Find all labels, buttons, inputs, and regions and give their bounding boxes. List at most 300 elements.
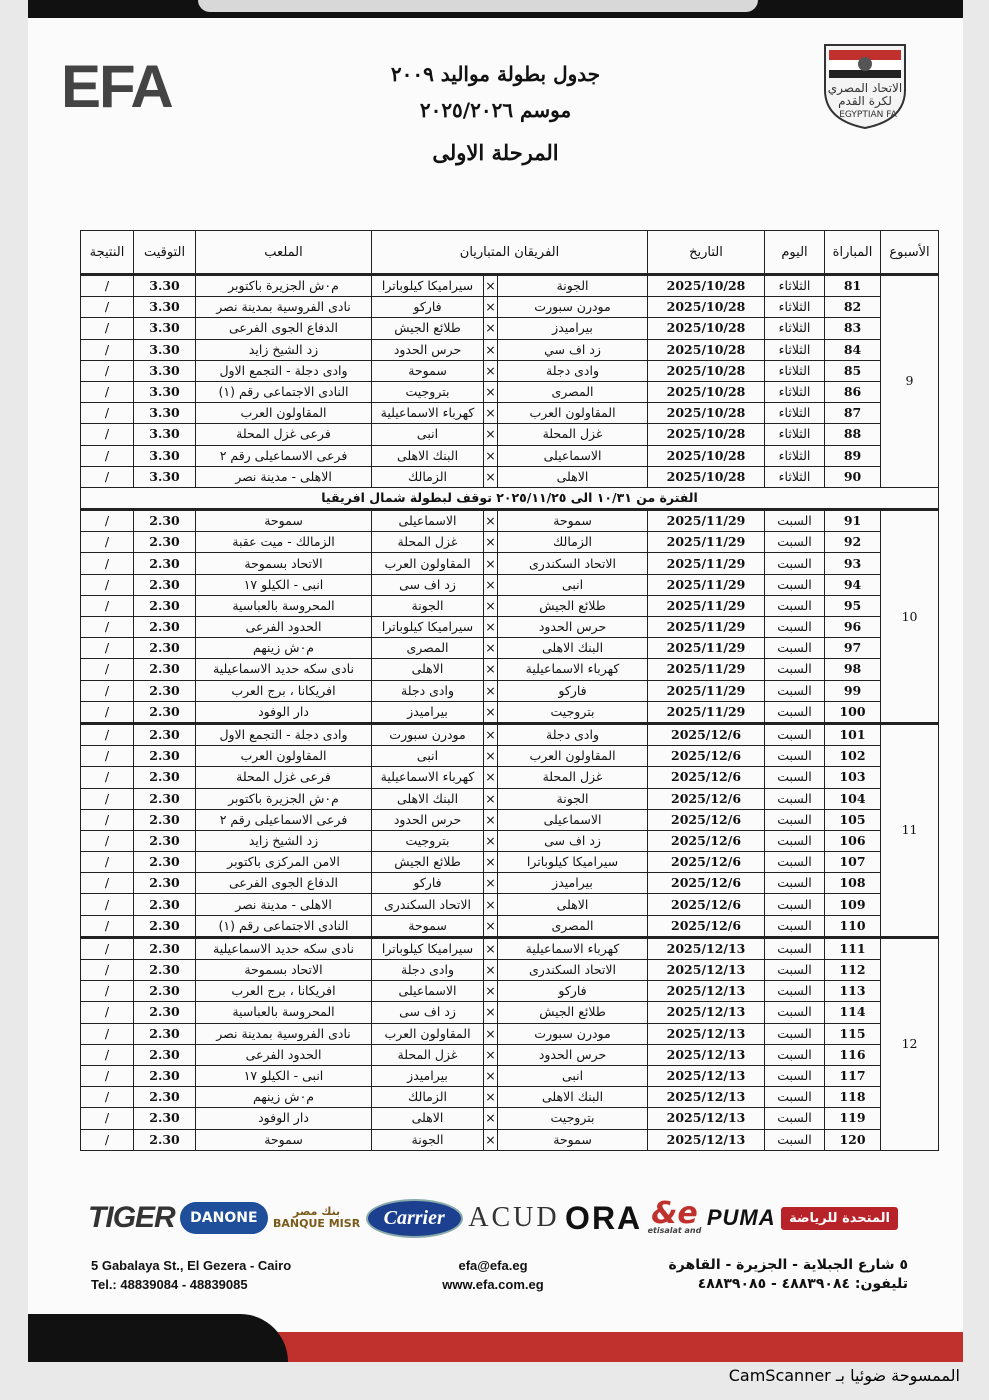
- table-row: [81, 424, 939, 445]
- versus-mark: ×: [484, 852, 498, 873]
- match-time: 2.30: [134, 1044, 196, 1065]
- match-venue: الامن المركزى باكتوبر: [196, 852, 372, 873]
- team-two: بيراميدز: [372, 701, 484, 723]
- match-date: 2025/11/29: [648, 680, 765, 701]
- match-number: 99: [825, 680, 881, 701]
- acud-logo: ACUD: [468, 1202, 560, 1233]
- ora-logo: ORA: [565, 1199, 643, 1236]
- match-day: الثلاثاء: [765, 424, 825, 445]
- match-result: /: [81, 297, 134, 318]
- schedule-table: [80, 230, 939, 1151]
- match-date: 2025/12/6: [648, 830, 765, 851]
- table-row: [81, 1087, 939, 1108]
- versus-mark: ×: [484, 981, 498, 1002]
- match-venue: المحروسة بالعباسية: [196, 1002, 372, 1023]
- document-page: [28, 0, 963, 1362]
- carrier-logo: Carrier: [366, 1199, 463, 1238]
- team-one: زد اف سي: [498, 339, 648, 360]
- match-venue: وادى دجلة - التجمع الاول: [196, 360, 372, 381]
- break-note: الفترة من ١٠/٣١ الى ٢٠٢٥/١١/٢٥ توقف لبطولة شمال افريقيا: [81, 487, 939, 509]
- team-one: الزمالك: [498, 532, 648, 553]
- team-one: زد اف سى: [498, 830, 648, 851]
- table-row: [81, 403, 939, 424]
- team-two: فاركو: [372, 873, 484, 894]
- match-number: 85: [825, 360, 881, 381]
- puma-logo: PUMA: [706, 1205, 776, 1230]
- match-result: /: [81, 937, 134, 959]
- match-number: 115: [825, 1023, 881, 1044]
- footer-website: www.efa.com.eg: [442, 1277, 544, 1292]
- team-one: فاركو: [498, 981, 648, 1002]
- match-venue: نادى سكه حديد الاسماعيلية: [196, 937, 372, 959]
- match-result: /: [81, 553, 134, 574]
- match-number: 93: [825, 553, 881, 574]
- table-row: [81, 1023, 939, 1044]
- versus-mark: ×: [484, 339, 498, 360]
- versus-mark: ×: [484, 809, 498, 830]
- match-time: 2.30: [134, 915, 196, 937]
- match-date: 2025/12/13: [648, 1087, 765, 1108]
- match-date: 2025/11/29: [648, 659, 765, 680]
- match-number: 114: [825, 1002, 881, 1023]
- match-venue: المحروسة بالعباسية: [196, 595, 372, 616]
- team-two: انبى: [372, 424, 484, 445]
- match-date: 2025/11/29: [648, 617, 765, 638]
- match-number: 94: [825, 574, 881, 595]
- match-result: /: [81, 595, 134, 616]
- match-venue: الحدود الفرعى: [196, 617, 372, 638]
- week-number: 9: [881, 275, 939, 488]
- team-two: سموحة: [372, 360, 484, 381]
- match-day: السبت: [765, 852, 825, 873]
- versus-mark: ×: [484, 767, 498, 788]
- team-two: طلائع الجيش: [372, 318, 484, 339]
- team-two: الاهلى: [372, 1108, 484, 1129]
- team-one: بتروجيت: [498, 1108, 648, 1129]
- match-day: الثلاثاء: [765, 403, 825, 424]
- team-one: المصرى: [498, 381, 648, 402]
- match-day: السبت: [765, 830, 825, 851]
- team-one: انبى: [498, 1065, 648, 1086]
- match-number: 104: [825, 788, 881, 809]
- team-one: غزل المحلة: [498, 767, 648, 788]
- header-result: النتيجة: [81, 231, 134, 275]
- match-date: 2025/10/28: [648, 445, 765, 466]
- match-time: 2.30: [134, 617, 196, 638]
- match-date: 2025/12/6: [648, 894, 765, 915]
- footer-tel-ar: تليفون: ٤٨٨٣٩٠٨٤ - ٤٨٨٣٩٠٨٥: [697, 1276, 908, 1292]
- table-row: [81, 510, 939, 532]
- versus-mark: ×: [484, 960, 498, 981]
- table-row: [81, 553, 939, 574]
- versus-mark: ×: [484, 617, 498, 638]
- match-day: السبت: [765, 746, 825, 767]
- team-two: وادى دجلة: [372, 680, 484, 701]
- match-result: /: [81, 746, 134, 767]
- footer-contact-ar: [608, 1256, 908, 1294]
- etisalat-logo: [647, 1196, 702, 1235]
- match-day: الثلاثاء: [765, 275, 825, 297]
- match-time: 2.30: [134, 1087, 196, 1108]
- match-number: 111: [825, 937, 881, 959]
- match-date: 2025/10/28: [648, 466, 765, 487]
- match-day: السبت: [765, 659, 825, 680]
- team-one: الاسماعيلى: [498, 445, 648, 466]
- versus-mark: ×: [484, 1044, 498, 1065]
- team-two: سيراميكا كيلوباترا: [372, 275, 484, 297]
- match-number: 87: [825, 403, 881, 424]
- match-time: 2.30: [134, 852, 196, 873]
- match-day: السبت: [765, 638, 825, 659]
- match-number: 81: [825, 275, 881, 297]
- team-one: بيراميدز: [498, 873, 648, 894]
- match-time: 3.30: [134, 275, 196, 297]
- table-row: [81, 873, 939, 894]
- versus-mark: ×: [484, 915, 498, 937]
- match-venue: افريكانا ، برج العرب: [196, 981, 372, 1002]
- team-one: المصرى: [498, 915, 648, 937]
- match-time: 2.30: [134, 532, 196, 553]
- versus-mark: ×: [484, 830, 498, 851]
- match-time: 2.30: [134, 510, 196, 532]
- team-one: سموحة: [498, 1129, 648, 1150]
- crest-english-text: EGYPTIAN FA: [839, 110, 897, 120]
- table-row: [81, 1065, 939, 1086]
- match-date: 2025/10/28: [648, 339, 765, 360]
- match-number: 116: [825, 1044, 881, 1065]
- match-date: 2025/11/29: [648, 553, 765, 574]
- match-number: 91: [825, 510, 881, 532]
- match-date: 2025/12/6: [648, 852, 765, 873]
- match-result: /: [81, 360, 134, 381]
- footer-tel-en: Tel.: 48839084 - 48839085: [91, 1277, 248, 1292]
- match-number: 97: [825, 638, 881, 659]
- match-day: السبت: [765, 1108, 825, 1129]
- team-two: غزل المحلة: [372, 1044, 484, 1065]
- table-row: [81, 723, 939, 745]
- team-two: الزمالك: [372, 1087, 484, 1108]
- footer-contact-en: [91, 1256, 291, 1294]
- team-two: الاهلى: [372, 659, 484, 680]
- match-number: 105: [825, 809, 881, 830]
- match-day: السبت: [765, 809, 825, 830]
- match-result: /: [81, 638, 134, 659]
- match-date: 2025/12/13: [648, 1129, 765, 1150]
- match-result: /: [81, 381, 134, 402]
- schedule-body: [81, 275, 939, 1151]
- match-day: السبت: [765, 1044, 825, 1065]
- versus-mark: ×: [484, 403, 498, 424]
- match-day: السبت: [765, 723, 825, 745]
- team-one: الجونة: [498, 275, 648, 297]
- team-two: المقاولون العرب: [372, 553, 484, 574]
- team-one: الاهلى: [498, 894, 648, 915]
- table-row: [81, 701, 939, 723]
- match-result: /: [81, 809, 134, 830]
- match-venue: نادى الفروسية بمدينة نصر: [196, 1023, 372, 1044]
- team-two: الجونة: [372, 595, 484, 616]
- team-one: البنك الاهلى: [498, 1087, 648, 1108]
- table-row: [81, 638, 939, 659]
- match-day: الثلاثاء: [765, 339, 825, 360]
- match-result: /: [81, 723, 134, 745]
- versus-mark: ×: [484, 788, 498, 809]
- match-date: 2025/12/6: [648, 809, 765, 830]
- match-time: 3.30: [134, 318, 196, 339]
- team-one: كهرباء الاسماعيلية: [498, 659, 648, 680]
- match-result: /: [81, 915, 134, 937]
- match-number: 84: [825, 339, 881, 360]
- team-two: الاتحاد السكندرى: [372, 894, 484, 915]
- versus-mark: ×: [484, 1065, 498, 1086]
- match-venue: الاهلى - مدينة نصر: [196, 894, 372, 915]
- versus-mark: ×: [484, 659, 498, 680]
- match-date: 2025/12/13: [648, 1002, 765, 1023]
- table-row: [81, 960, 939, 981]
- footer-address-en: 5 Gabalaya St., El Gezera - Cairo: [91, 1258, 292, 1273]
- team-one: المقاولون العرب: [498, 403, 648, 424]
- match-number: 119: [825, 1108, 881, 1129]
- match-day: السبت: [765, 1065, 825, 1086]
- team-one: وادى دجلة: [498, 360, 648, 381]
- match-date: 2025/10/28: [648, 424, 765, 445]
- match-result: /: [81, 275, 134, 297]
- versus-mark: ×: [484, 1108, 498, 1129]
- versus-mark: ×: [484, 937, 498, 959]
- match-result: /: [81, 981, 134, 1002]
- match-number: 101: [825, 723, 881, 745]
- match-number: 120: [825, 1129, 881, 1150]
- week-number: 10: [881, 510, 939, 724]
- team-two: زد اف سى: [372, 574, 484, 595]
- team-one: حرس الحدود: [498, 1044, 648, 1065]
- match-result: /: [81, 894, 134, 915]
- table-row: [81, 767, 939, 788]
- team-one: الاهلى: [498, 466, 648, 487]
- table-row: [81, 445, 939, 466]
- table-row: [81, 788, 939, 809]
- match-number: 110: [825, 915, 881, 937]
- match-result: /: [81, 617, 134, 638]
- match-day: السبت: [765, 788, 825, 809]
- table-row: [81, 1002, 939, 1023]
- match-result: /: [81, 339, 134, 360]
- team-one: الجونة: [498, 788, 648, 809]
- team-two: سموحة: [372, 915, 484, 937]
- match-venue: فرعى الاسماعيلى رقم ٢: [196, 445, 372, 466]
- header-match: المباراة: [825, 231, 881, 275]
- match-result: /: [81, 1065, 134, 1086]
- season-title: موسم ٢٠٢٥/٢٠٢٦: [419, 98, 572, 122]
- match-date: 2025/11/29: [648, 638, 765, 659]
- match-date: 2025/12/13: [648, 1065, 765, 1086]
- versus-mark: ×: [484, 680, 498, 701]
- top-stripe: [28, 0, 963, 18]
- match-result: /: [81, 1108, 134, 1129]
- table-row: [81, 297, 939, 318]
- banque-misr-ar: بنك مصر: [293, 1205, 341, 1218]
- match-time: 2.30: [134, 960, 196, 981]
- match-venue: سموحة: [196, 1129, 372, 1150]
- match-result: /: [81, 960, 134, 981]
- match-venue: م٠ش الجزيرة باكتوبر: [196, 275, 372, 297]
- match-number: 108: [825, 873, 881, 894]
- team-two: كهرباء الاسماعيلية: [372, 767, 484, 788]
- team-two: بتروجيت: [372, 830, 484, 851]
- team-one: بيراميدز: [498, 318, 648, 339]
- match-day: الثلاثاء: [765, 318, 825, 339]
- match-number: 106: [825, 830, 881, 851]
- team-two: بيراميدز: [372, 1065, 484, 1086]
- table-row: [81, 1129, 939, 1150]
- team-two: الاسماعيلى: [372, 510, 484, 532]
- match-day: السبت: [765, 680, 825, 701]
- match-date: 2025/12/13: [648, 981, 765, 1002]
- table-row: [81, 746, 939, 767]
- match-venue: المقاولون العرب: [196, 403, 372, 424]
- match-venue: م٠ش زينهم: [196, 638, 372, 659]
- etisalat-mark: e&: [651, 1196, 698, 1231]
- team-one: طلائع الجيش: [498, 1002, 648, 1023]
- week-number: 11: [881, 723, 939, 937]
- header-venue: الملعب: [196, 231, 372, 275]
- match-venue: النادى الاجتماعى رقم (١): [196, 381, 372, 402]
- united-sports-logo: المتحدة للرياضة: [781, 1207, 898, 1230]
- table-row: [81, 532, 939, 553]
- table-row: [81, 937, 939, 959]
- match-number: 95: [825, 595, 881, 616]
- team-two: غزل المحلة: [372, 532, 484, 553]
- match-result: /: [81, 1002, 134, 1023]
- match-number: 102: [825, 746, 881, 767]
- camscanner-note: الممسوحة ضوئيا بـ CamScanner: [728, 1366, 960, 1385]
- team-one: وادى دجلة: [498, 723, 648, 745]
- match-day: الثلاثاء: [765, 297, 825, 318]
- match-time: 2.30: [134, 981, 196, 1002]
- table-row: [81, 574, 939, 595]
- match-venue: فرعى الاسماعيلى رقم ٢: [196, 809, 372, 830]
- match-result: /: [81, 680, 134, 701]
- match-number: 82: [825, 297, 881, 318]
- match-venue: م٠ش الجزيرة باكتوبر: [196, 788, 372, 809]
- match-result: /: [81, 852, 134, 873]
- sponsor-logos: [88, 1190, 898, 1246]
- match-number: 98: [825, 659, 881, 680]
- team-one: انبى: [498, 574, 648, 595]
- versus-mark: ×: [484, 445, 498, 466]
- match-day: السبت: [765, 1023, 825, 1044]
- match-day: السبت: [765, 960, 825, 981]
- match-day: السبت: [765, 1087, 825, 1108]
- versus-mark: ×: [484, 894, 498, 915]
- match-day: السبت: [765, 617, 825, 638]
- match-number: 90: [825, 466, 881, 487]
- match-venue: انبى - الكيلو ١٧: [196, 1065, 372, 1086]
- match-result: /: [81, 424, 134, 445]
- table-row: [81, 595, 939, 616]
- match-time: 2.30: [134, 894, 196, 915]
- match-date: 2025/12/6: [648, 873, 765, 894]
- match-day: السبت: [765, 873, 825, 894]
- versus-mark: ×: [484, 574, 498, 595]
- match-result: /: [81, 1044, 134, 1065]
- match-date: 2025/10/28: [648, 318, 765, 339]
- match-date: 2025/12/6: [648, 767, 765, 788]
- match-venue: الحدود الفرعى: [196, 1044, 372, 1065]
- match-venue: زد الشيخ زايد: [196, 830, 372, 851]
- match-time: 2.30: [134, 1108, 196, 1129]
- match-time: 2.30: [134, 701, 196, 723]
- page-title: جدول بطولة مواليد ٢٠٠٩: [390, 62, 601, 86]
- table-row: [81, 466, 939, 487]
- versus-mark: ×: [484, 360, 498, 381]
- match-time: 2.30: [134, 680, 196, 701]
- footer-web: [408, 1256, 578, 1294]
- match-venue: نادى الفروسية بمدينة نصر: [196, 297, 372, 318]
- match-result: /: [81, 830, 134, 851]
- footer-email: efa@efa.eg: [458, 1258, 528, 1273]
- match-time: 2.30: [134, 574, 196, 595]
- team-one: البنك الاهلى: [498, 638, 648, 659]
- versus-mark: ×: [484, 510, 498, 532]
- match-venue: الاهلى - مدينة نصر: [196, 466, 372, 487]
- match-time: 3.30: [134, 445, 196, 466]
- match-time: 2.30: [134, 723, 196, 745]
- versus-mark: ×: [484, 1129, 498, 1150]
- team-one: الاسماعيلى: [498, 809, 648, 830]
- team-one: بتروجيت: [498, 701, 648, 723]
- match-time: 2.30: [134, 659, 196, 680]
- match-date: 2025/12/13: [648, 960, 765, 981]
- table-row: [81, 981, 939, 1002]
- match-date: 2025/12/13: [648, 937, 765, 959]
- match-venue: فرعى غزل المحلة: [196, 424, 372, 445]
- match-number: 89: [825, 445, 881, 466]
- table-header-row: [81, 231, 939, 275]
- match-day: الثلاثاء: [765, 360, 825, 381]
- team-two: انبى: [372, 746, 484, 767]
- match-day: السبت: [765, 894, 825, 915]
- table-row: [81, 360, 939, 381]
- table-row: [81, 915, 939, 937]
- match-venue: وادى دجلة - التجمع الاول: [196, 723, 372, 745]
- table-row: [81, 894, 939, 915]
- match-time: 3.30: [134, 466, 196, 487]
- footer-address-ar: ٥ شارع الجبلاية - الجزيرة - القاهرة: [668, 1257, 908, 1273]
- versus-mark: ×: [484, 297, 498, 318]
- match-venue: الاتحاد بسموحة: [196, 960, 372, 981]
- stage-title: المرحلة الاولى: [432, 140, 559, 165]
- header-day: اليوم: [765, 231, 825, 275]
- match-number: 112: [825, 960, 881, 981]
- match-day: السبت: [765, 553, 825, 574]
- table-row: [81, 809, 939, 830]
- match-date: 2025/12/6: [648, 915, 765, 937]
- match-result: /: [81, 510, 134, 532]
- etisalat-sub: etisalat and: [647, 1226, 702, 1235]
- versus-mark: ×: [484, 1023, 498, 1044]
- team-two: سيراميكا كيلوباترا: [372, 617, 484, 638]
- team-one: الاتحاد السكندرى: [498, 960, 648, 981]
- match-venue: المقاولون العرب: [196, 746, 372, 767]
- match-result: /: [81, 445, 134, 466]
- match-date: 2025/10/28: [648, 297, 765, 318]
- team-two: الاسماعيلى: [372, 981, 484, 1002]
- match-number: 83: [825, 318, 881, 339]
- match-day: السبت: [765, 981, 825, 1002]
- team-two: حرس الحدود: [372, 809, 484, 830]
- match-venue: النادى الاجتماعى رقم (١): [196, 915, 372, 937]
